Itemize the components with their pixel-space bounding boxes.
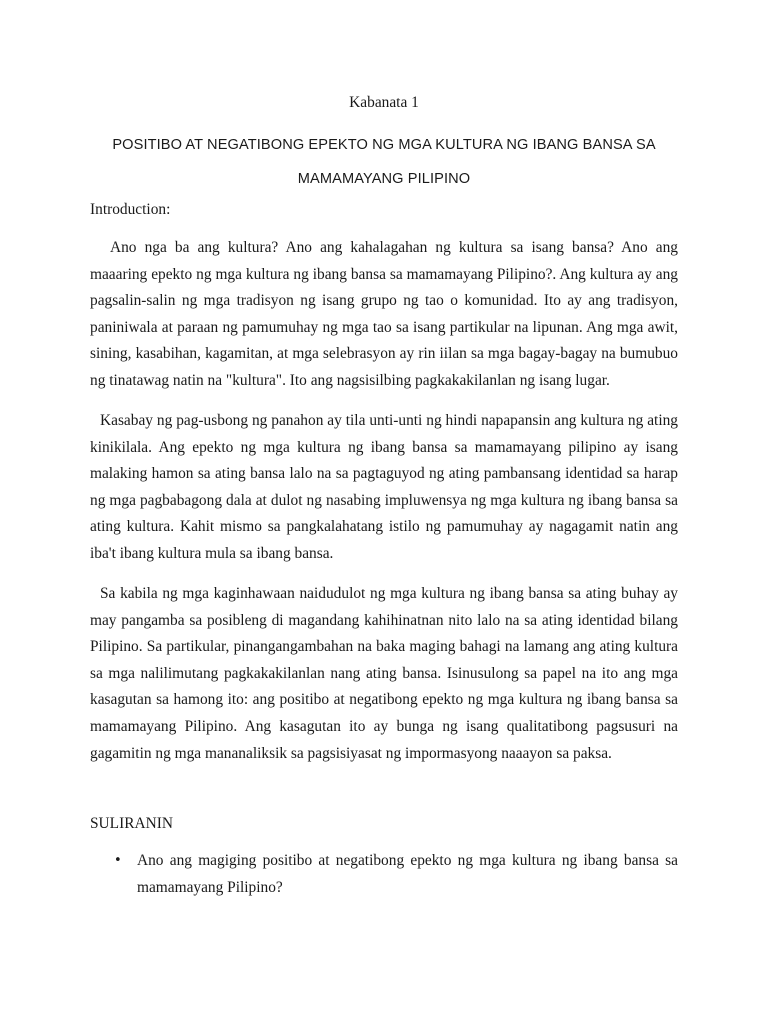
list-item-text: Ano ang magiging positibo at negatibong epekto ng mga kultura ng ibang bansa sa mamamayang Pilipino? [137, 852, 678, 896]
problem-list [90, 848, 678, 901]
paragraph-3: Sa kabila ng mga kaginhawaan naidudulot ng mga kultura ng ibang bansa sa ating buhay ay may pangamba sa posibleng di magandang kahihinatnan nito lalo na sa ating identidad bilang Pilipino. Sa partikular, pinangangambahan na baka maging bahagi na lamang ang ating kultura sa mga nalilimutang pagkakakilanlan nang ating bansa. Isinusulong sa papel na ito ang mga kasagutan sa hamong ito: ang positibo at negatibong epekto ng mga kultura ng ibang bansa sa mamamayang Pilipino. Ang kasagutan ito ay bunga ng isang qualitatibong pagsusuri na gagamitin ng mga mananaliksik sa pagsisiyasat ng impormasyong naaayon sa paksa. [90, 585, 678, 762]
paragraph-1: Ano nga ba ang kultura? Ano ang kahalagahan ng kultura sa isang bansa? Ano ang maaaring epekto ng mga kultura ng ibang bansa sa mamamayang Pilipino?. Ang kultura ay ang pagsalin-salin ng mga tradisyon ng isang grupo ng tao o komunidad. Ito ay ang tradisyon, paniniwala at paraan ng pamumuhay ng mga tao sa isang partikular na lipunan. Ang mga awit, sining, kasabihan, kagamitan, at mga selebrasyon ay rin iilan sa mga bagay-bagay na bumubuo ng tinatawag natin na "kultura". Ito ang nagsisilbing pagkakakilanlan ng isang lugar. [90, 239, 678, 389]
document-title [96, 128, 672, 196]
paragraph-2: Kasabay ng pag-usbong ng panahon ay tila unti-unti ng hindi napapansin ang kultura ng ating kinikilala. Ang epekto ng mga kultura ng ibang bansa sa mamamayang pilipino ay isang malaking hamon sa ating bansa lalo na sa pagtaguyod ng ating pambansang identidad sa harap ng mga pagbabagong dala at dulot ng nasabing impluwensya ng mga kultura ng ibang bansa sa ating kultura. Kahit mismo sa pangkalahatang istilo ng pamumuhay ay nagagamit natin ang iba't ibang kultura mula sa ibang bansa. [90, 412, 678, 562]
bullet-icon: • [114, 853, 122, 868]
title-line-2: MAMAMAYANG PILIPINO [297, 171, 471, 187]
chapter-label: Kabanata 1 [349, 94, 419, 111]
introduction-label: Introduction: [90, 201, 171, 218]
section-heading-suliranin: SULIRANIN [90, 815, 173, 832]
title-line-1: POSITIBO AT NEGATIBONG EPEKTO NG MGA KULTURA NG IBANG BANSA SA [112, 137, 656, 153]
list-item [90, 848, 678, 901]
